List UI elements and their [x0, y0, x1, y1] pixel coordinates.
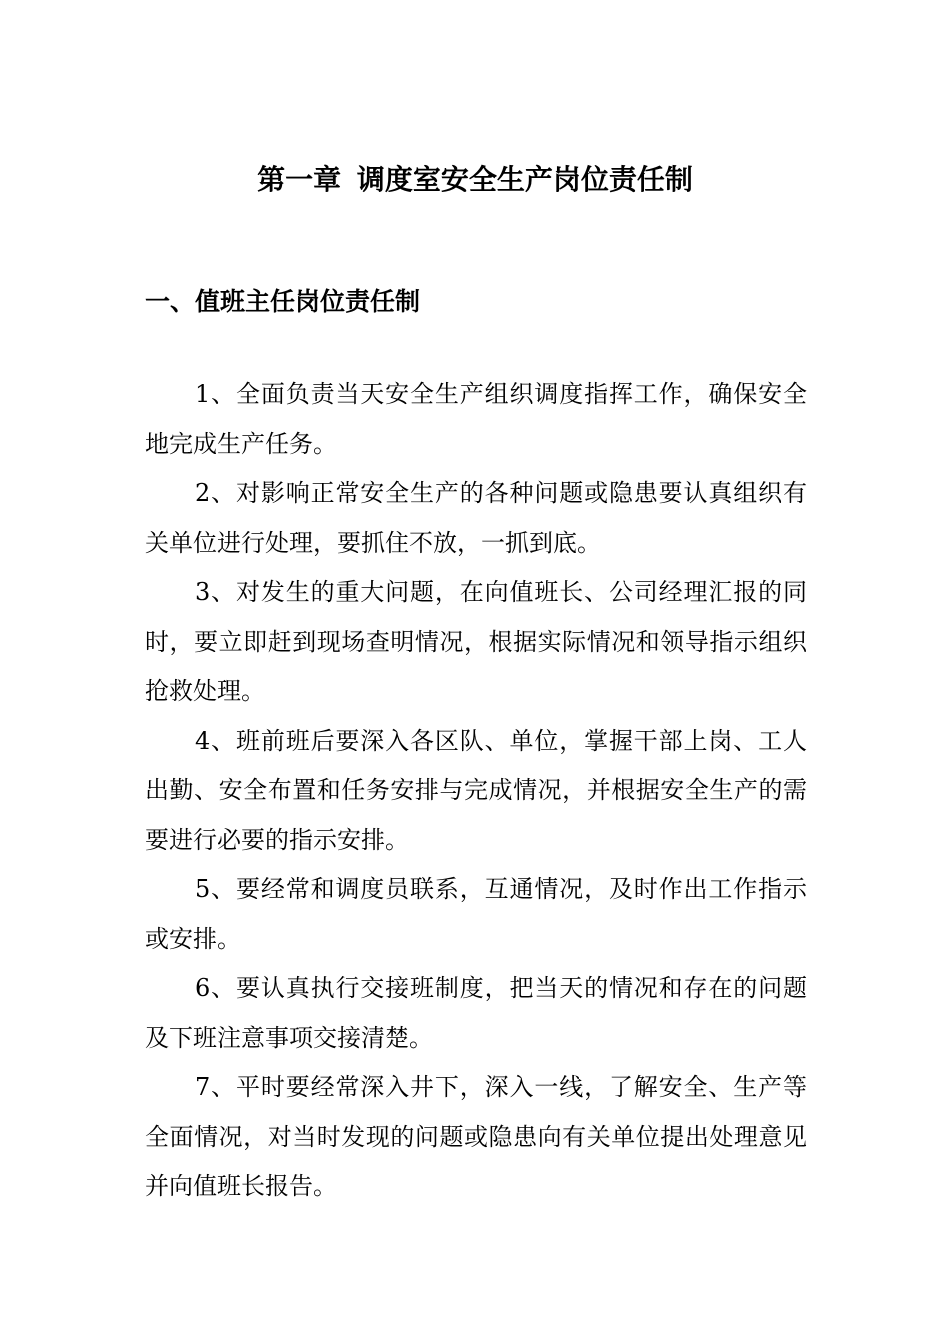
paragraph-1: 1、全面负责当天安全生产组织调度指挥工作，确保安全地完成生产任务。 — [145, 380, 807, 458]
paragraph-5: 5、要经常和调度员联系，互通情况，及时作出工作指示或安排。 — [145, 875, 807, 953]
section-heading: 一、值班主任岗位责任制 — [145, 287, 421, 316]
chapter-title: 第一章 调度室安全生产岗位责任制 — [257, 163, 693, 196]
paragraph-6: 6、要认真执行交接班制度，把当天的情况和存在的问题及下班注意事项交接清楚。 — [145, 974, 807, 1052]
paragraph-2: 2、对影响正常安全生产的各种问题或隐患要认真组织有关单位进行处理，要抓住不放，一抓到底。 — [145, 479, 807, 557]
paragraph-3: 3、对发生的重大问题，在向值班长、公司经理汇报的同时，要立即赶到现场查明情况，根据实际情况和领导指示组织抢救处理。 — [145, 578, 807, 705]
paragraph-7: 7、平时要经常深入井下，深入一线，了解安全、生产等全面情况，对当时发现的问题或隐患向有关单位提出处理意见并向值班长报告。 — [145, 1073, 807, 1200]
document-body — [145, 370, 807, 1212]
paragraph-4: 4、班前班后要深入各区队、单位，掌握干部上岗、工人出勤、安全布置和任务安排与完成情况，并根据安全生产的需要进行必要的指示安排。 — [145, 726, 807, 854]
